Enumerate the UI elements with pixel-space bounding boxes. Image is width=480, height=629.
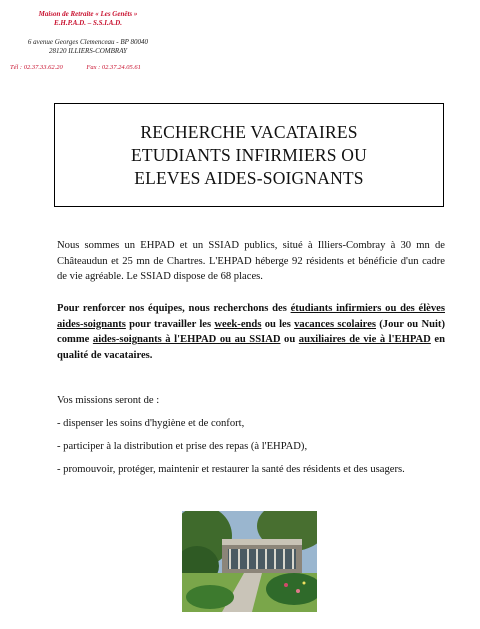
recruit-text: en qualité de vacataires. [57, 334, 445, 361]
recruit-text: ou les [261, 318, 295, 330]
contact-numbers [10, 64, 141, 71]
missions-section [57, 393, 445, 485]
mission-item: - promouvoir, protéger, maintenir et restaurer la santé des résidents et des usagers. [57, 463, 405, 475]
address-line-2: 28120 ILLIERS-COMBRAY [49, 47, 127, 55]
title-line-1: RECHERCHE VACATAIRES [140, 121, 358, 142]
missions-heading: Vos missions seront de : [57, 395, 160, 406]
building-photo [182, 511, 317, 612]
intro-paragraph: Nous sommes un EHPAD et un SSIAD publics, situé à Illiers-Combray à 30 mn de Châteaudun et 25 mn de Chartres. L'EHPAD héberge 92 résidents et bénéficie d'un cadre de vie agréable. Le SSIAD dispose de 68 places. [57, 240, 445, 283]
phone-number: Tél : 02.37.33.62.20 [10, 64, 63, 71]
institution-type: E.H.P.A.D. – S.S.I.A.D. [54, 19, 122, 27]
body-text [57, 238, 445, 475]
letterhead [8, 10, 168, 56]
address-line-1: 6 avenue Georges Clemenceau - BP 80040 [27, 38, 149, 46]
title-line-3: ELEVES AIDES-SOIGNANTS [134, 167, 364, 188]
recruit-text: (Jour ou Nuit) comme [57, 318, 445, 346]
recruitment-paragraph [57, 301, 445, 363]
recruit-text: ou [280, 334, 299, 346]
mission-item: - dispenser les soins d'hygiène et de confort, [57, 417, 245, 429]
recruit-text: Pour renforcer nos équipes, nous recherchons des [57, 303, 291, 314]
recruit-text: pour travailler les [125, 318, 215, 330]
recruit-role-auxiliaires: auxiliaires de vie à l'EHPAD [298, 334, 431, 346]
institution-name: Maison de Retraite « Les Genêts » [38, 10, 138, 18]
title-box [54, 103, 444, 207]
recruit-role-aides: aides-soignants à l'EHPAD ou au SSIAD [92, 334, 281, 346]
recruit-target-students: étudiants infirmiers ou des élèves aides-soignants [57, 303, 445, 330]
mission-item: - participer à la distribution et prise des repas (à l'EHPAD), [57, 440, 308, 452]
recruit-school-holidays: vacances scolaires [294, 318, 377, 330]
recruit-weekends: week-ends [214, 318, 262, 330]
title-line-2: ETUDIANTS INFIRMIERS OU [131, 144, 367, 165]
fax-number: Fax : 02.37.24.05.61 [86, 64, 141, 71]
